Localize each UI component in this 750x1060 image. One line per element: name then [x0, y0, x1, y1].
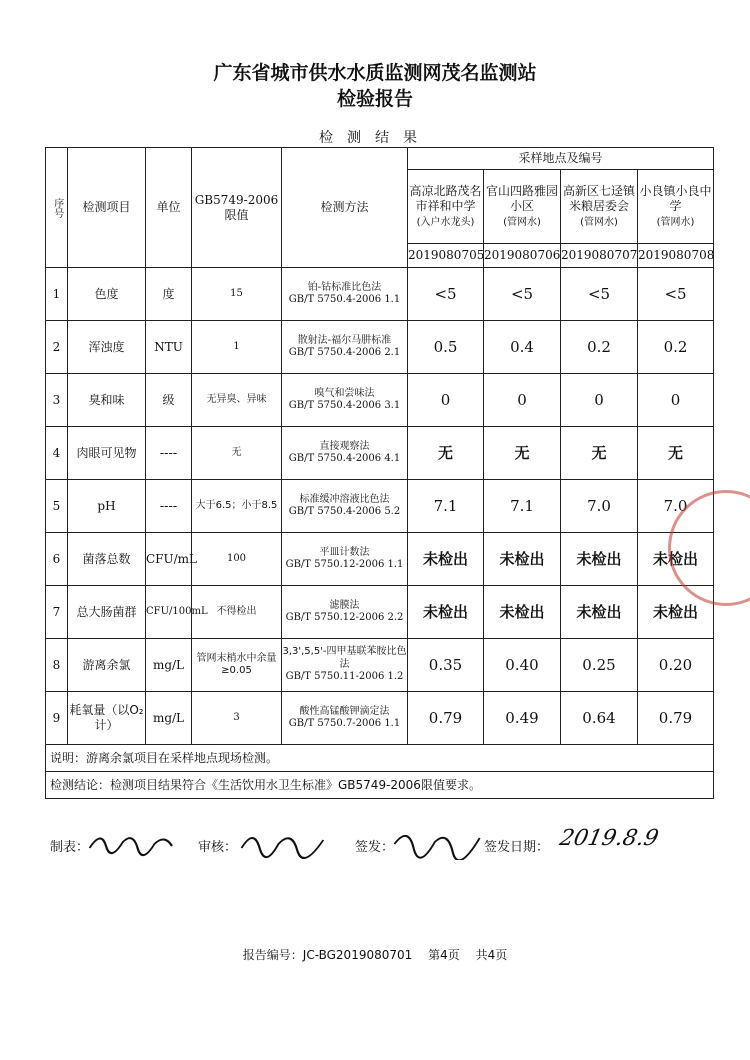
result-cell: 未检出	[638, 586, 714, 639]
result-cell: 0	[561, 374, 638, 427]
report-number: 报告编号：JC-BG2019080701	[242, 948, 413, 962]
result-cell: 无	[561, 427, 638, 480]
row-method: 滤膜法 GB/T 5750.12-2006 2.2	[282, 586, 408, 639]
table-row	[46, 639, 714, 692]
result-cell: 未检出	[561, 586, 638, 639]
site-name: 官山四路雅园小区 (管网水)	[484, 170, 561, 244]
page-footer	[0, 946, 750, 963]
page-total: 共4页	[475, 948, 508, 962]
row-unit: NTU	[146, 321, 192, 374]
site-name: 高新区七迳镇米粮居委会 (管网水)	[561, 170, 638, 244]
row-limit: 无异臭、异味	[192, 374, 282, 427]
row-item: 菌落总数	[68, 533, 146, 586]
site-code: 2019080705	[408, 244, 484, 268]
row-unit: mg/L	[146, 639, 192, 692]
table-row	[46, 480, 714, 533]
row-item: pH	[68, 480, 146, 533]
row-no: 3	[46, 374, 68, 427]
result-cell: 7.1	[408, 480, 484, 533]
row-unit: CFU/mL	[146, 533, 192, 586]
row-method: 铂-钴标准比色法 GB/T 5750.4-2006 1.1	[282, 268, 408, 321]
row-limit: 管网末梢水中余量≥0.05	[192, 639, 282, 692]
row-limit: 1	[192, 321, 282, 374]
result-cell: 0.64	[561, 692, 638, 745]
row-method: 直接观察法 GB/T 5750.4-2006 4.1	[282, 427, 408, 480]
row-no: 6	[46, 533, 68, 586]
result-cell: 7.0	[638, 480, 714, 533]
result-cell: 0.25	[561, 639, 638, 692]
date-label: 签发日期：	[484, 840, 550, 855]
result-cell: 无	[484, 427, 561, 480]
row-no: 7	[46, 586, 68, 639]
reviewed-signature	[234, 826, 329, 866]
results-table	[45, 147, 714, 799]
result-cell: 0.5	[408, 321, 484, 374]
section-title: 检测结果	[319, 130, 431, 146]
row-limit: 不得检出	[192, 586, 282, 639]
header-item: 检测项目	[68, 148, 146, 268]
result-cell: 0.35	[408, 639, 484, 692]
page-number: 第4页	[428, 948, 460, 962]
row-unit: mg/L	[146, 692, 192, 745]
result-cell: 0.20	[638, 639, 714, 692]
header-sampling: 采样地点及编号	[408, 148, 714, 170]
table-row	[46, 374, 714, 427]
table-row	[46, 586, 714, 639]
row-item: 耗氧量（以O₂计）	[68, 692, 146, 745]
reviewed-label: 审核：	[198, 840, 238, 855]
header-method: 检测方法	[282, 148, 408, 268]
prepared-label: 制表：	[50, 840, 90, 855]
table-row	[46, 268, 714, 321]
result-cell: 0.79	[638, 692, 714, 745]
row-limit: 3	[192, 692, 282, 745]
result-cell: 7.0	[561, 480, 638, 533]
result-cell: 未检出	[408, 586, 484, 639]
row-method: 3,3',5,5'-四甲基联苯胺比色法 GB/T 5750.11-2006 1.2	[282, 639, 408, 692]
result-cell: 未检出	[638, 533, 714, 586]
table-row	[46, 321, 714, 374]
row-method: 嗅气和尝味法 GB/T 5750.4-2006 3.1	[282, 374, 408, 427]
row-unit: 度	[146, 268, 192, 321]
result-cell: 0.2	[638, 321, 714, 374]
result-cell: 7.1	[484, 480, 561, 533]
row-unit: 级	[146, 374, 192, 427]
result-cell: 0.79	[408, 692, 484, 745]
table-note: 说明：游离余氯项目在采样地点现场检测。	[46, 745, 714, 772]
site-code: 2019080707	[561, 244, 638, 268]
issued-signature	[386, 826, 485, 866]
conclusion: 检测结论：检测项目结果符合《生活饮用水卫生标准》GB5749-2006限值要求。	[46, 772, 714, 799]
report-title: 广东省城市供水水质监测网茂名监测站	[213, 62, 537, 84]
row-no: 1	[46, 268, 68, 321]
result-cell: <5	[408, 268, 484, 321]
result-cell: 无	[638, 427, 714, 480]
row-no: 4	[46, 427, 68, 480]
row-no: 9	[46, 692, 68, 745]
row-no: 2	[46, 321, 68, 374]
result-cell: 0.49	[484, 692, 561, 745]
site-code: 2019080708	[638, 244, 714, 268]
site-name: 高凉北路茂名市祥和中学 (入户水龙头)	[408, 170, 484, 244]
row-item: 浑浊度	[68, 321, 146, 374]
row-item: 游离余氯	[68, 639, 146, 692]
row-limit: 100	[192, 533, 282, 586]
header-unit: 单位	[146, 148, 192, 268]
row-method: 散射法-福尔马肼标准 GB/T 5750.4-2006 2.1	[282, 321, 408, 374]
row-limit: 大于6.5；小于8.5	[192, 480, 282, 533]
result-cell: 0	[408, 374, 484, 427]
row-unit: CFU/100mL	[146, 586, 192, 639]
table-row	[46, 533, 714, 586]
table-row	[46, 427, 714, 480]
row-method: 平皿计数法 GB/T 5750.12-2006 1.1	[282, 533, 408, 586]
site-name: 小良镇小良中学 (管网水)	[638, 170, 714, 244]
row-no: 8	[46, 639, 68, 692]
header-seq: 序号	[46, 148, 68, 268]
row-no: 5	[46, 480, 68, 533]
row-unit: ----	[146, 427, 192, 480]
issued-label: 签发：	[355, 840, 395, 855]
row-item: 肉眼可见物	[68, 427, 146, 480]
result-cell: 未检出	[408, 533, 484, 586]
result-cell: 未检出	[484, 533, 561, 586]
header-limit: GB5749-2006限值	[192, 148, 282, 268]
table-row	[46, 692, 714, 745]
row-item: 总大肠菌群	[68, 586, 146, 639]
result-cell: 未检出	[561, 533, 638, 586]
result-cell: 0.2	[561, 321, 638, 374]
row-limit: 无	[192, 427, 282, 480]
result-cell: 无	[408, 427, 484, 480]
row-item: 色度	[68, 268, 146, 321]
result-cell: 0.4	[484, 321, 561, 374]
row-unit: ----	[146, 480, 192, 533]
result-cell: 0	[484, 374, 561, 427]
row-method: 酸性高锰酸钾滴定法 GB/T 5750.7-2006 1.1	[282, 692, 408, 745]
result-cell: 0.40	[484, 639, 561, 692]
result-cell: 0	[638, 374, 714, 427]
prepared-signature	[84, 828, 178, 864]
result-cell: <5	[484, 268, 561, 321]
result-cell: <5	[561, 268, 638, 321]
row-limit: 15	[192, 268, 282, 321]
result-cell: 未检出	[484, 586, 561, 639]
row-item: 臭和味	[68, 374, 146, 427]
issue-date: 2019.8.9	[557, 826, 661, 851]
report-subtitle: 检验报告	[336, 88, 413, 110]
site-code: 2019080706	[484, 244, 561, 268]
row-method: 标准缓冲溶液比色法 GB/T 5750.4-2006 5.2	[282, 480, 408, 533]
result-cell: <5	[638, 268, 714, 321]
